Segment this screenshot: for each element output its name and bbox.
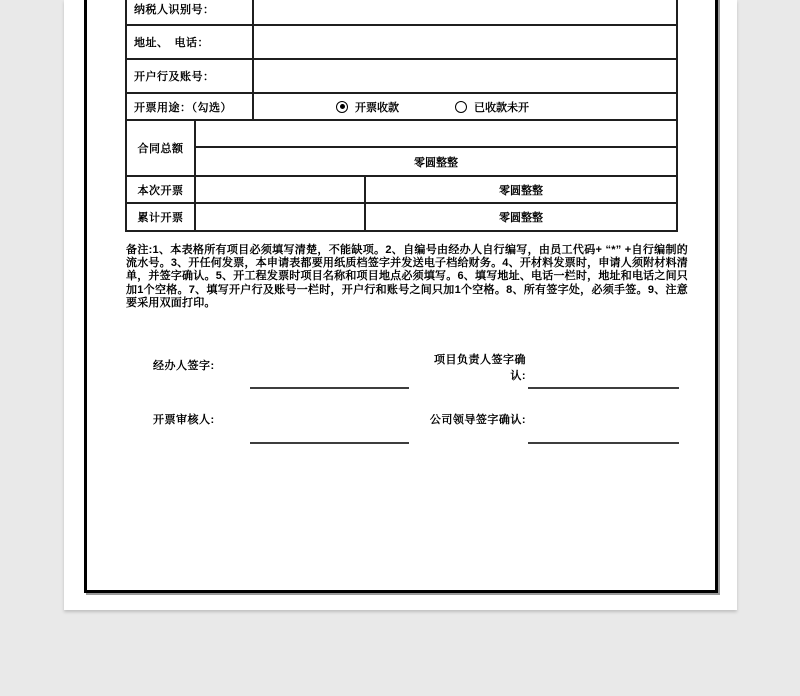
bank-account-input[interactable] [254,60,676,92]
radio-selected-icon[interactable] [336,101,348,113]
cumulative-invoice-amount-words: 零圆整整 [499,212,543,224]
notes-text: 备注:1、本表格所有项目必须填写清楚，不能缺项。2、自编号由经办人自行编写，由员工代码+ “*” +自行编制的流水号。3、开任何发票，本申请表都要用纸质档签字并发送电子档给财务。4、开材料发票时，申请人须附材料清单，并签字确认。5、开工程发票时项目名称和项目地点必须填写。6、填写地址、电话一栏时，地址和电话之间只加1个空格。7、填写开户行及账号一栏时，开户行和账号之间只加1个空格。8、所有签字处，必须手签。9、注意要采用双面打印。 [126,244,688,309]
current-invoice-amount-words: 零圆整整 [499,184,543,197]
reviewer-signature-line [250,442,409,444]
contract-total-amount-words: 零圆整整 [196,146,676,175]
invoice-purpose-label: 开票用途：（勾选） [127,94,254,119]
reviewer-signature-label: 开票审核人: [153,414,215,426]
address-phone-label: 地址、 电话： [127,26,254,58]
invoice-request-table [125,0,678,232]
table-row [127,0,676,24]
taxpayer-id-label: 纳税人识别号： [127,0,254,24]
bank-account-label: 开户行及账号： [127,60,254,92]
table-row-contract-total [127,119,676,175]
table-row-current-invoice [127,175,676,202]
radio-unselected-icon[interactable] [455,101,467,113]
invoice-purpose-options [254,94,676,119]
table-row [127,24,676,58]
radio-option-invoice-collect[interactable] [336,99,399,115]
document-page [64,0,737,610]
current-invoice-amount-input[interactable] [196,177,366,202]
cumulative-invoice-label: 累计开票 [127,204,196,230]
table-row [127,92,676,119]
handler-signature-line [250,387,409,389]
company-leader-signature-line [528,442,679,444]
radio-option-collected-not-invoiced[interactable] [455,99,529,115]
handler-signature-label: 经办人签字: [153,360,215,372]
table-row [127,58,676,92]
project-leader-signature-line [528,387,679,389]
radio-option-label: 已收款未开 [474,101,529,114]
taxpayer-id-input[interactable] [254,0,676,24]
address-phone-input[interactable] [254,26,676,58]
table-row-cumulative-invoice [127,202,676,230]
company-leader-signature-label: 公司领导签字确认: [429,414,526,426]
cumulative-invoice-amount-input[interactable] [196,204,366,230]
contract-total-cells [196,121,676,175]
current-invoice-label: 本次开票 [127,177,196,202]
contract-total-amount-input[interactable] [196,121,676,146]
radio-option-label: 开票收款 [355,101,399,114]
project-leader-signature-label: 项目负责人签字确认: [434,354,526,382]
contract-total-label: 合同总额 [127,121,196,175]
